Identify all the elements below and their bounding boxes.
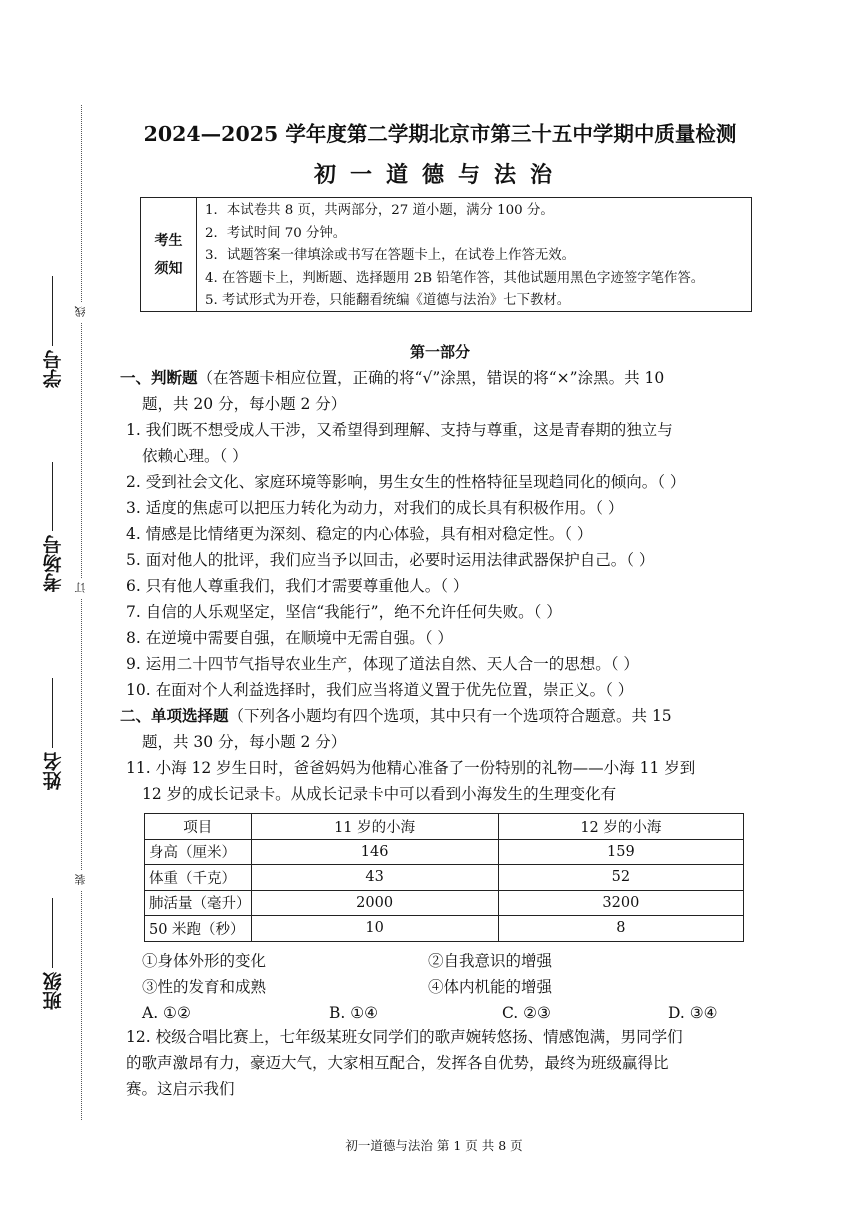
choice-b: B. ①④	[329, 1004, 379, 1022]
question-line: 7. 自信的人乐观坚定，坚信“我能行”，绝不允许任何失败。（ ）	[126, 603, 562, 621]
notice-label-line1: 考生	[154, 232, 183, 249]
table-cell: 10	[251, 916, 498, 942]
notice-item: 5. 考试形式为开卷，只能翻看统编《道德与法治》七下教材。	[205, 293, 571, 308]
table-cell: 146	[251, 839, 498, 865]
choice-d: D. ③④	[668, 1004, 718, 1022]
table-row	[145, 865, 744, 891]
binding-mark-bind: 装	[73, 870, 89, 890]
question-line: 5. 面对他人的批评，我们应当予以回击，必要时运用法律武器保护自己。（ ）	[126, 551, 655, 569]
notice-item: 1．本试卷共 8 页，共两部分，27 道小题，满分 100 分。	[205, 203, 554, 218]
exam-room-label: 考场号	[42, 535, 65, 592]
question-line: 6. 只有他人尊重我们，我们才需要尊重他人。（ ）	[126, 577, 469, 595]
table-cell: 8	[498, 916, 743, 942]
questions-area	[120, 365, 760, 807]
binding-margin	[0, 0, 120, 1227]
question-line: 3. 适度的焦虑可以把压力转化为动力，对我们的成长具有积极作用。（ ）	[126, 499, 624, 517]
question-line: 10. 在面对个人利益选择时，我们应当将道义置于优先位置，崇正义。（ ）	[126, 681, 634, 699]
question-line: 12 岁的成长记录卡。从成长记录卡中可以看到小海发生的生理变化有	[142, 785, 617, 803]
table-cell: 身高（厘米）	[145, 839, 252, 865]
choice-c: C. ②③	[502, 1004, 551, 1022]
table-cell: 52	[498, 865, 743, 891]
section-heading-choice	[120, 703, 760, 729]
table-cell: 2000	[251, 890, 498, 916]
table-cell: 159	[498, 839, 743, 865]
student-id-field	[28, 258, 78, 388]
section-title: 二、单项选择题	[120, 707, 229, 725]
statement-item: ③性的发育和成熟	[142, 978, 267, 996]
binding-dotted-line	[81, 105, 82, 1120]
table-cell: 50 米跑（秒）	[145, 916, 252, 942]
question-line: 12. 校级合唱比赛上，七年级某班女同学们的歌声婉转悠扬、情感饱满，男同学们	[126, 1028, 683, 1046]
exam-room-field	[28, 462, 78, 592]
subject-title: 初一道德与法治	[313, 162, 566, 188]
table-cell: 肺活量（毫升）	[145, 890, 252, 916]
notice-label-line2: 须知	[154, 260, 183, 277]
candidate-notice-box	[140, 197, 752, 312]
section-description: （下列各小题均有四个选项，其中只有一个选项符合题意。共 15	[228, 707, 672, 725]
choice-a: A. ①②	[142, 1004, 191, 1022]
page-footer: 初一道德与法治 第 1 页 共 8 页	[345, 1138, 523, 1153]
question-line: 赛。这启示我们	[126, 1080, 235, 1098]
part-title: 第一部分	[409, 343, 470, 361]
section-title: 一、判断题	[120, 369, 198, 387]
class-line	[53, 898, 54, 968]
table-row	[145, 890, 744, 916]
table-cell: 43	[251, 865, 498, 891]
statement-item: ①身体外形的变化	[142, 952, 267, 970]
table-header-cell: 12 岁的小海	[498, 814, 743, 840]
exam-room-line	[53, 462, 54, 531]
binding-mark-staple: 订	[73, 578, 89, 598]
exam-title: 2024—2025 学年度第二学期北京市第三十五中学期中质量检测	[143, 122, 737, 146]
statement-row	[120, 948, 760, 974]
notice-items	[197, 198, 751, 311]
question-line: 2. 受到社会文化、家庭环境等影响，男生女生的性格特征呈现趋同化的倾向。（ ）	[126, 473, 686, 491]
question-12	[120, 1024, 760, 1102]
student-id-line	[53, 276, 54, 346]
table-row	[145, 839, 744, 865]
table-cell: 3200	[498, 890, 743, 916]
notice-item: 2．考试时间 70 分钟。	[205, 225, 347, 241]
table-cell: 体重（千克）	[145, 865, 252, 891]
notice-item: 3．试题答案一律填涂或书写在答题卡上，在试卷上作答无效。	[205, 248, 576, 263]
statement-item: ②自我意识的增强	[428, 952, 553, 970]
statement-row	[120, 974, 760, 1000]
q11-options	[120, 948, 760, 1026]
table-header-cell: 11 岁的小海	[251, 814, 498, 840]
name-line	[53, 678, 54, 748]
question-line: 的歌声激昂有力，豪迈大气，大家相互配合，发挥各自优势，最终为班级赢得比	[126, 1054, 669, 1072]
section-description: （在答题卡相应位置，正确的将“√”涂黑，错误的将“×”涂黑。共 10	[197, 369, 665, 387]
name-label: 姓名	[42, 752, 65, 790]
table-header-cell: 项目	[145, 814, 252, 840]
notice-label	[141, 198, 197, 311]
notice-item: 4. 在答题卡上，判断题、选择题用 2B 铅笔作答，其他试题用黑色字迹签字笔作答。	[205, 270, 705, 286]
student-id-label: 学号	[42, 350, 65, 388]
section-description-cont: 题，共 20 分，每小题 2 分）	[142, 395, 347, 413]
growth-record-table	[144, 813, 744, 942]
question-line: 1. 我们既不想受成人干涉，又希望得到理解、支持与尊重，这是青春期的独立与	[126, 421, 673, 439]
name-field	[28, 660, 78, 790]
table-row	[145, 916, 744, 942]
class-label: 班级	[42, 972, 65, 1010]
class-field	[28, 880, 78, 1010]
table-header-row	[145, 814, 744, 840]
section-heading-judgment	[120, 365, 760, 391]
question-line: 4. 情感是比情绪更为深刻、稳定的内心体验，具有相对稳定性。（ ）	[126, 525, 593, 543]
question-line: 11. 小海 12 岁生日时，爸爸妈妈为他精心准备了一份特别的礼物——小海 11 岁到	[126, 759, 696, 777]
choice-row	[120, 1000, 760, 1026]
question-line: 依赖心理。（ ）	[142, 447, 248, 465]
statement-item: ④体内机能的增强	[428, 978, 553, 996]
binding-mark-line: 线	[73, 302, 89, 322]
section-description-cont: 题，共 30 分，每小题 2 分）	[142, 733, 347, 751]
question-line: 9. 运用二十四节气指导农业生产，体现了道法自然、天人合一的思想。（ ）	[126, 655, 639, 673]
question-line: 8. 在逆境中需要自强，在顺境中无需自强。（ ）	[126, 629, 453, 647]
